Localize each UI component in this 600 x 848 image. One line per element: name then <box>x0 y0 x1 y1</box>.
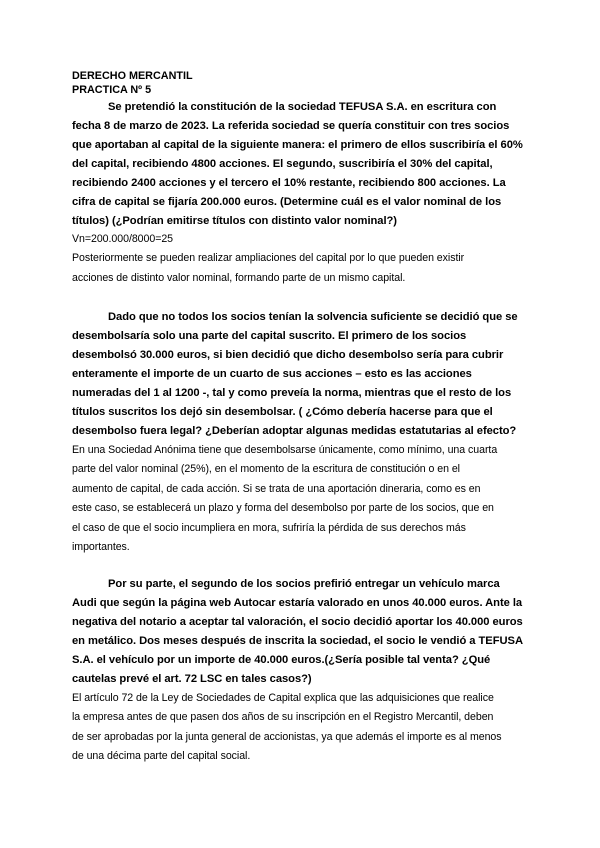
section-3-question <box>72 575 530 689</box>
text-line: recibiendo 2400 acciones y el tercero el 10% restante, recibiendo 800 acciones. La <box>72 177 506 189</box>
text-line: numeradas del 1 al 1200 -, tal y como preveía la norma, mientras que el resto de los <box>72 387 512 399</box>
text-line: desembolsó 30.000 euros, si bien decidió que dicho desembolso sería para cubrir <box>72 349 504 361</box>
text-line: de ser aprobadas por la junta general de accionistas, ya que además el importe es al menos <box>72 730 502 743</box>
text-line: aumento de capital, de cada acción. Si se trata de una aportación dineraria, como es en <box>72 482 481 495</box>
text-line: En una Sociedad Anónima tiene que desembolsarse únicamente, como mínimo, una cuarta <box>72 444 498 456</box>
text-line: este caso, se establecerá un plazo y forma del desembolso por parte de los socios, que en <box>72 502 494 515</box>
text-line: Posteriormente se pueden realizar ampliaciones del capital por lo que pueden existir <box>72 252 465 265</box>
text-line: Por su parte, el segundo de los socios prefirió entregar un vehículo marca <box>108 578 500 590</box>
text-line: acciones de distinto valor nominal, formando parte de un mismo capital. <box>72 271 406 284</box>
section-3-answer <box>72 689 530 767</box>
section-2-question <box>72 308 530 441</box>
text-line: fecha 8 de marzo de 2023. La referida sociedad se quería constituir con tres socios <box>72 120 510 132</box>
text-line: desembolso fuera legal? ¿Deberían adoptar algunas medidas estatutarias al efecto? <box>72 425 517 437</box>
text-line: de una décima parte del capital social. <box>72 750 251 763</box>
text-line: Audi que según la página web Autocar estaría valorado en unos 40.000 euros. Ante la <box>72 597 523 609</box>
section-2-answer <box>72 441 530 557</box>
text-line: cautelas prevé el art. 72 LSC en tales casos?) <box>72 673 312 685</box>
text-line: enteramente el importe de un cuarto de sus acciones – esto es las acciones <box>72 368 472 380</box>
text-line: desembolsaría solo una parte del capital suscrito. El primero de los socios <box>72 330 467 342</box>
section-3 <box>72 575 530 767</box>
section-1 <box>72 98 530 288</box>
subject-title: DERECHO MERCANTIL <box>72 70 193 82</box>
text-line: Dado que no todos los socios tenían la solvencia suficiente se decidió que se <box>108 311 518 323</box>
text-line: que aportaban al capital de la siguiente manera: el primero de ellos suscribiría el 60% <box>72 139 523 151</box>
text-line: en metálico. Dos meses después de inscrita la sociedad, el socio le vendió a TEFUSA <box>72 635 523 647</box>
text-line: El artículo 72 de la Ley de Sociedades de Capital explica que las adquisiciones que realice <box>72 692 494 704</box>
section-1-question <box>72 98 530 231</box>
text-line: Se pretendió la constitución de la sociedad TEFUSA S.A. en escritura con <box>108 101 497 113</box>
text-line: Vn=200.000/8000=25 <box>72 233 174 245</box>
document-header <box>72 70 530 97</box>
practice-number: PRACTICA Nº 5 <box>72 83 152 96</box>
text-line: el caso de que el socio incumpliera en mora, sufriría la pérdida de sus derechos más <box>72 521 466 534</box>
text-line: S.A. el vehículo por un importe de 40.000 euros.(¿Sería posible tal venta? ¿Qué <box>72 654 491 666</box>
text-line: importantes. <box>72 541 130 554</box>
text-line: la empresa antes de que pasen dos años de su inscripción en el Registro Mercantil, deben <box>72 711 494 724</box>
section-1-answer <box>72 230 530 288</box>
text-line: títulos suscritos los dejó sin desembolsar. ( ¿Cómo debería hacerse para que el <box>72 406 493 418</box>
text-line: títulos) (¿Podrían emitirse títulos con distinto valor nominal?) <box>72 215 397 227</box>
section-2 <box>72 308 530 557</box>
text-line: parte del valor nominal (25%), en el momento de la escritura de constitución o en el <box>72 463 460 476</box>
text-line: del capital, recibiendo 4800 acciones. El segundo, suscribiría el 30% del capital, <box>72 158 493 170</box>
text-line: negativa del notario a aceptar tal valoración, el socio decidió aportar los 40.000 euros <box>72 616 523 628</box>
text-line: cifra de capital se fijaría 200.000 euros. (Determine cuál es el valor nominal de los <box>72 196 502 208</box>
